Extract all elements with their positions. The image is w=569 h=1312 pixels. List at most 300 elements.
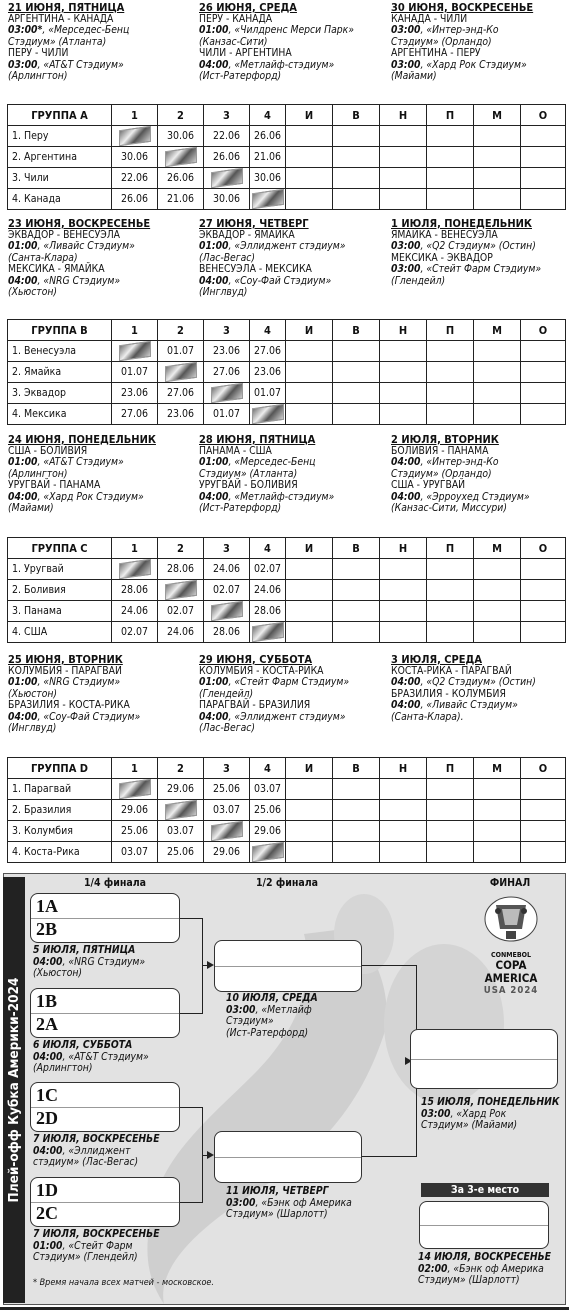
table-row (8, 341, 566, 362)
team-name: 1. Уругвай (8, 559, 112, 580)
match-cell: 01.07 (250, 383, 286, 404)
match-time: 03:00 (226, 1196, 256, 1209)
match-cell: 30.06 (158, 126, 204, 147)
stat-cell (286, 559, 333, 580)
match-teams: ЯМАЙКА - ВЕНЕСУЭЛА (391, 229, 498, 241)
stat-cell (427, 842, 474, 863)
match-time: 01:00 (199, 456, 229, 469)
stat-cell (521, 580, 566, 601)
stat-cell (521, 622, 566, 643)
match-venue-city: (Ист-Ратерфорд) (226, 1026, 309, 1039)
group-title: ГРУППА D (8, 758, 112, 779)
flag-cell (204, 383, 250, 404)
table-row (8, 800, 566, 821)
match-teams: МЕКСИКА - ЭКВАДОР (391, 251, 493, 264)
match-date: 15 ИЮЛЯ, ПОНЕДЕЛЬНИК (421, 1096, 560, 1108)
match-venue: , «Эллиджент (62, 1144, 131, 1157)
ecuador-flag-icon (211, 383, 243, 403)
match-date: 25 ИЮНЯ, ВТОРНИК (8, 653, 123, 666)
match-cell: 02.07 (204, 580, 250, 601)
match-time: 04:00 (33, 1144, 63, 1157)
match-cell: 28.06 (250, 601, 286, 622)
stat-cell (521, 404, 566, 425)
schedule-day (391, 218, 569, 287)
match-teams: КОСТА-РИКА - ПАРАГВАЙ (391, 665, 512, 677)
match-teams: АРГЕНТИНА - ПЕРУ (391, 47, 481, 60)
col-header: И (286, 105, 333, 126)
match-date: 7 ИЮЛЯ, ВОСКРЕСЕНЬЕ (33, 1133, 160, 1145)
schedule-day (199, 2, 379, 82)
copa-america-logo (470, 895, 552, 996)
match-time: 04:00 (391, 676, 421, 689)
match-teams: КОЛУМБИЯ - КОСТА-РИКА (199, 665, 324, 677)
table-row (8, 580, 566, 601)
stat-cell (521, 362, 566, 383)
col-header: 2 (158, 105, 204, 126)
stat-cell (286, 126, 333, 147)
match-time: 03:00 (8, 58, 38, 71)
col-header: 4 (250, 538, 286, 559)
match-cell: 26.06 (112, 189, 158, 210)
stat-cell (521, 842, 566, 863)
stat-cell (474, 842, 521, 863)
match-venue-city: (Лас-Вегас) (199, 722, 256, 735)
match-venue-city: (Канзас-Сити, Миссури) (391, 502, 507, 515)
stat-cell (286, 821, 333, 842)
match-date: 24 ИЮНЯ, ПОНЕДЕЛЬНИК (8, 433, 156, 446)
match-date: 5 ИЮЛЯ, ПЯТНИЦА (33, 944, 136, 956)
group-a-table (7, 104, 566, 210)
stat-cell (286, 842, 333, 863)
match-venue-city: (Санта-Клара). (391, 710, 464, 723)
table-row (8, 189, 566, 210)
match-time: 01:00 (199, 240, 229, 253)
match-cell: 23.06 (112, 383, 158, 404)
stat-cell (286, 779, 333, 800)
group-a-schedule (0, 2, 569, 102)
match-time: 04:00 (33, 1050, 63, 1063)
match-venue: , «Q2 Стэдиум» (Остин) (420, 240, 536, 253)
match-cell: 23.06 (158, 404, 204, 425)
flag-cell (250, 842, 286, 863)
stat-cell (427, 362, 474, 383)
flag-cell (204, 821, 250, 842)
table-row (8, 362, 566, 383)
team-name: 4. Канада (8, 189, 112, 210)
mexico-flag-icon (252, 404, 284, 424)
table-row (8, 821, 566, 842)
match-venue-city: Стэдиум» (Шарлотт) (418, 1274, 520, 1286)
stat-cell (474, 362, 521, 383)
match-venue-city: Стэдиум» (Майами) (421, 1119, 518, 1131)
table-row (8, 559, 566, 580)
match-cell: 23.06 (250, 362, 286, 383)
match-venue: , «Интер-энд-Ко (420, 456, 499, 469)
team-name: 2. Аргентина (8, 147, 112, 168)
match-teams: КОЛУМБИЯ - ПАРАГВАЙ (8, 665, 122, 677)
stat-cell (286, 404, 333, 425)
stat-cell (427, 147, 474, 168)
bolivia-flag-icon (165, 580, 197, 600)
logo-small-text: CONMEBOL (491, 951, 531, 959)
match-time: 03:00 (226, 1003, 256, 1016)
schedule-day (199, 434, 379, 514)
qf-match-info (33, 945, 145, 980)
stat-cell (380, 800, 427, 821)
bracket-line (180, 1202, 202, 1203)
stat-cell (286, 601, 333, 622)
col-header: 3 (204, 538, 250, 559)
table-header-row (8, 538, 566, 559)
match-cell: 29.06 (158, 779, 204, 800)
col-header: И (286, 758, 333, 779)
match-venue-city: Стэдиум» (Атланта) (8, 35, 107, 48)
bottom-rule (0, 1307, 569, 1310)
match-teams: АРГЕНТИНА - КАНАДА (8, 13, 114, 25)
match-cell: 29.06 (250, 821, 286, 842)
match-venue-city: (Арлингтон) (8, 70, 68, 83)
match-venue-city: Стэдиум» (Шарлотт) (226, 1208, 328, 1220)
match-cell: 27.06 (250, 341, 286, 362)
match-venue: , «Ливайс Стэдиум» (37, 240, 135, 253)
match-teams: УРУГВАЙ - БОЛИВИЯ (199, 479, 298, 492)
col-header: И (286, 320, 333, 341)
stat-cell (333, 601, 380, 622)
flag-cell (158, 362, 204, 383)
stat-cell (427, 341, 474, 362)
group-title: ГРУППА A (8, 105, 112, 126)
match-time: 03:00 (391, 24, 421, 37)
flag-cell (112, 341, 158, 362)
logo-sub-text: USA 2024 (483, 985, 539, 996)
match-time: 04:00 (8, 710, 38, 723)
stat-cell (521, 821, 566, 842)
team-name: 4. Коста-Рика (8, 842, 112, 863)
panama-flag-icon (211, 601, 243, 621)
match-venue: , «Хард Рок Стэдиум» (37, 490, 144, 503)
match-date: 29 ИЮНЯ, СУББОТА (199, 653, 313, 666)
match-teams: КАНАДА - ЧИЛИ (391, 13, 468, 25)
match-date: 23 ИЮНЯ, ВОСКРЕСЕНЬЕ (8, 217, 151, 230)
flag-cell (250, 622, 286, 643)
stat-cell (521, 779, 566, 800)
match-venue: , «Бэнк оф Америка (255, 1196, 352, 1209)
match-date: 3 ИЮЛЯ, СРЕДА (391, 653, 483, 666)
match-date: 7 ИЮЛЯ, ВОСКРЕСЕНЬЕ (33, 1228, 160, 1240)
stat-cell (380, 189, 427, 210)
table-row (8, 147, 566, 168)
divider (420, 1225, 548, 1226)
col-header: 2 (158, 758, 204, 779)
match-venue-city: стэдиум» (Лас-Вегас) (33, 1156, 139, 1168)
qf-match-box[interactable] (30, 988, 180, 1038)
group-d-table (7, 757, 566, 863)
flag-cell (112, 126, 158, 147)
col-header: 4 (250, 105, 286, 126)
flag-cell (112, 559, 158, 580)
stat-cell (380, 168, 427, 189)
match-cell: 27.06 (204, 362, 250, 383)
colombia-flag-icon (211, 821, 243, 841)
third-place-box[interactable] (419, 1201, 549, 1249)
schedule-day (391, 434, 569, 514)
match-venue-city: (Санта-Клара) (8, 251, 78, 264)
schedule-day (391, 2, 569, 82)
match-cell: 28.06 (112, 580, 158, 601)
match-cell: 30.06 (112, 147, 158, 168)
sf-match-info (226, 993, 318, 1039)
col-header: В (333, 538, 380, 559)
stat-cell (427, 601, 474, 622)
match-teams: ВЕНЕСУЭЛА - МЕКСИКА (199, 263, 312, 276)
match-cell: 24.06 (204, 559, 250, 580)
flag-cell (204, 601, 250, 622)
stat-cell (427, 800, 474, 821)
stat-cell (333, 341, 380, 362)
third-place-info (418, 1252, 551, 1287)
match-teams: ПЕРУ - ЧИЛИ (8, 47, 69, 60)
match-teams: США - БОЛИВИЯ (8, 445, 88, 457)
match-time: 01:00 (33, 1239, 63, 1252)
table-row (8, 601, 566, 622)
stat-cell (380, 842, 427, 863)
table-header-row (8, 758, 566, 779)
copa-trophy-icon (470, 895, 552, 945)
match-venue: , «AT&T Стэдиум» (37, 58, 124, 71)
col-header: М (474, 105, 521, 126)
col-header: О (521, 105, 566, 126)
match-cell: 21.06 (158, 189, 204, 210)
uruguay-flag-icon (119, 559, 151, 579)
match-date: 27 ИЮНЯ, ЧЕТВЕРГ (199, 217, 309, 230)
col-header: В (333, 105, 380, 126)
sf-match-box[interactable] (214, 1131, 362, 1183)
final-match-box[interactable] (410, 1029, 558, 1089)
match-venue: , «Ливайс Стэдиум» (420, 699, 518, 712)
match-venue-city: (Хьюстон) (33, 967, 83, 979)
stat-cell (427, 821, 474, 842)
match-cell: 03.07 (204, 800, 250, 821)
match-venue: , «NRG Стэдиум» (37, 274, 121, 287)
qf-match-box[interactable] (30, 1177, 180, 1227)
stat-cell (474, 189, 521, 210)
match-venue: , «Чилдренс Мерси Парк» (228, 24, 354, 37)
col-header: В (333, 320, 380, 341)
match-time: 04:00 (199, 710, 229, 723)
match-cell: 29.06 (112, 800, 158, 821)
schedule-day (8, 2, 188, 82)
match-teams: БОЛИВИЯ - ПАНАМА (391, 445, 489, 457)
bracket-line (362, 965, 416, 966)
qf-match-info (33, 1134, 160, 1169)
match-time: 04:00 (391, 699, 421, 712)
match-venue-city: (Арлингтон) (33, 1062, 93, 1074)
stat-cell (333, 559, 380, 580)
team-name: 2. Ямайка (8, 362, 112, 383)
bracket-line (202, 918, 203, 1014)
match-venue: , «Хард Рок (450, 1107, 507, 1120)
col-header: П (427, 758, 474, 779)
bracket-line (180, 918, 202, 919)
qf-match-box[interactable] (30, 1082, 180, 1132)
match-cell: 29.06 (204, 842, 250, 863)
col-header: П (427, 320, 474, 341)
match-teams: МЕКСИКА - ЯМАЙКА (8, 263, 105, 276)
qf-match-info (33, 1229, 160, 1264)
stat-cell (474, 559, 521, 580)
table-row (8, 779, 566, 800)
stat-cell (333, 383, 380, 404)
match-venue: , «Мерседес-Бенц (42, 24, 130, 37)
match-venue-city: Стэдиум» (Орландо) (391, 467, 492, 480)
flag-cell (250, 189, 286, 210)
col-header: 3 (204, 105, 250, 126)
stat-cell (521, 800, 566, 821)
stat-cell (286, 622, 333, 643)
match-cell: 28.06 (204, 622, 250, 643)
stat-cell (474, 821, 521, 842)
final-match-info (421, 1097, 559, 1132)
stat-cell (474, 601, 521, 622)
match-venue-city: (Канзас-Сити) (199, 35, 268, 48)
match-cell: 30.06 (204, 189, 250, 210)
match-cell: 22.06 (204, 126, 250, 147)
slot-label: 1D (36, 1180, 58, 1200)
match-cell: 02.07 (112, 622, 158, 643)
group-title: ГРУППА B (8, 320, 112, 341)
match-cell: 27.06 (158, 383, 204, 404)
col-header: М (474, 538, 521, 559)
match-cell: 25.06 (112, 821, 158, 842)
match-venue: , «Соу-Фай Стэдиум» (37, 710, 141, 723)
match-date: 28 ИЮНЯ, ПЯТНИЦА (199, 433, 316, 446)
match-cell: 24.06 (112, 601, 158, 622)
match-time: 03:00 (391, 58, 421, 71)
match-time: 04:00 (391, 490, 421, 503)
match-cell: 30.06 (250, 168, 286, 189)
flag-cell (250, 404, 286, 425)
stat-cell (521, 383, 566, 404)
match-date: 30 ИЮНЯ, ВОСКРЕСЕНЬЕ (391, 1, 534, 14)
col-header: В (333, 758, 380, 779)
col-header: 4 (250, 758, 286, 779)
schedule-day (8, 654, 188, 734)
stat-cell (333, 404, 380, 425)
stat-cell (380, 559, 427, 580)
stat-cell (474, 404, 521, 425)
stat-cell (380, 383, 427, 404)
match-cell: 01.07 (158, 341, 204, 362)
qf-match-info (33, 1040, 149, 1075)
match-cell: 23.06 (204, 341, 250, 362)
match-venue-city: (Инглвуд) (199, 286, 248, 299)
stat-cell (474, 779, 521, 800)
col-header: О (521, 320, 566, 341)
bracket-line (362, 1156, 416, 1157)
match-cell: 01.07 (112, 362, 158, 383)
stat-cell (286, 580, 333, 601)
chile-flag-icon (211, 168, 243, 188)
slot-label: 2C (36, 1203, 58, 1223)
table-row (8, 842, 566, 863)
match-venue: , «Метлайф-стэдиум» (228, 58, 335, 71)
stat-cell (333, 800, 380, 821)
match-teams: США - УРУГВАЙ (391, 479, 466, 492)
stat-cell (521, 147, 566, 168)
match-cell: 03.07 (158, 821, 204, 842)
match-date: 14 ИЮЛЯ, ВОСКРЕСЕНЬЕ (418, 1251, 551, 1263)
match-venue-city: Стэдиум» (Атланта) (199, 467, 298, 480)
footnote: * Время начала всех матчей - московское. (33, 1278, 214, 1288)
playoff-title-text: Плей-офф Кубка Америки-2024 (6, 977, 22, 1203)
table-row (8, 383, 566, 404)
match-venue: , «Эллиджент стэдиум» (228, 710, 346, 723)
match-venue-city: (Хьюстон) (8, 286, 58, 299)
match-cell: 25.06 (158, 842, 204, 863)
col-header: 1 (112, 320, 158, 341)
bracket-line (180, 1107, 202, 1108)
match-venue-city: (Лас-Вегас) (199, 251, 256, 264)
match-venue: , «Бэнк оф Америка (447, 1262, 544, 1275)
match-venue-city: Стэдиум» (Орландо) (391, 35, 492, 48)
table-row (8, 126, 566, 147)
stat-cell (474, 126, 521, 147)
match-time: 03:00 (391, 240, 421, 253)
table-row (8, 404, 566, 425)
match-date: 26 ИЮНЯ, СРЕДА (199, 1, 297, 14)
col-header: 1 (112, 105, 158, 126)
match-venue: , «Интер-энд-Ко (420, 24, 499, 37)
peru-flag-icon (119, 126, 151, 146)
stat-cell (333, 126, 380, 147)
stat-cell (380, 779, 427, 800)
slot-label: 1A (36, 896, 58, 916)
match-venue: , «Стейт Фарм Стэдиум» (420, 263, 542, 276)
paraguay-flag-icon (119, 779, 151, 799)
brazil-flag-icon (165, 800, 197, 820)
team-name: 2. Боливия (8, 580, 112, 601)
match-cell: 28.06 (158, 559, 204, 580)
col-header: П (427, 538, 474, 559)
match-cell: 03.07 (112, 842, 158, 863)
stat-cell (286, 189, 333, 210)
stat-cell (286, 147, 333, 168)
match-teams: ЧИЛИ - АРГЕНТИНА (199, 47, 292, 60)
sf-match-box[interactable] (214, 940, 362, 992)
stat-cell (474, 147, 521, 168)
group-title: ГРУППА C (8, 538, 112, 559)
match-venue-city: (Инглвуд) (8, 722, 57, 735)
match-time: 01:00 (8, 676, 38, 689)
team-name: 1. Парагвай (8, 779, 112, 800)
qf-match-box[interactable] (30, 893, 180, 943)
match-venue: , «Хард Рок Стэдиум» (420, 58, 527, 71)
stat-cell (521, 341, 566, 362)
col-header: И (286, 538, 333, 559)
team-name: 3. Панама (8, 601, 112, 622)
stat-cell (474, 622, 521, 643)
match-cell: 27.06 (112, 404, 158, 425)
venezuela-flag-icon (119, 341, 151, 361)
match-venue: , «Эрроухед Стэдиум» (420, 490, 530, 503)
stat-cell (521, 559, 566, 580)
match-cell: 21.06 (250, 147, 286, 168)
match-venue: , «Метлайф-стэдиум» (228, 490, 335, 503)
jamaica-flag-icon (165, 362, 197, 382)
match-teams: ПАНАМА - США (199, 445, 272, 457)
col-header: П (427, 105, 474, 126)
match-time: 04:00 (8, 274, 38, 287)
